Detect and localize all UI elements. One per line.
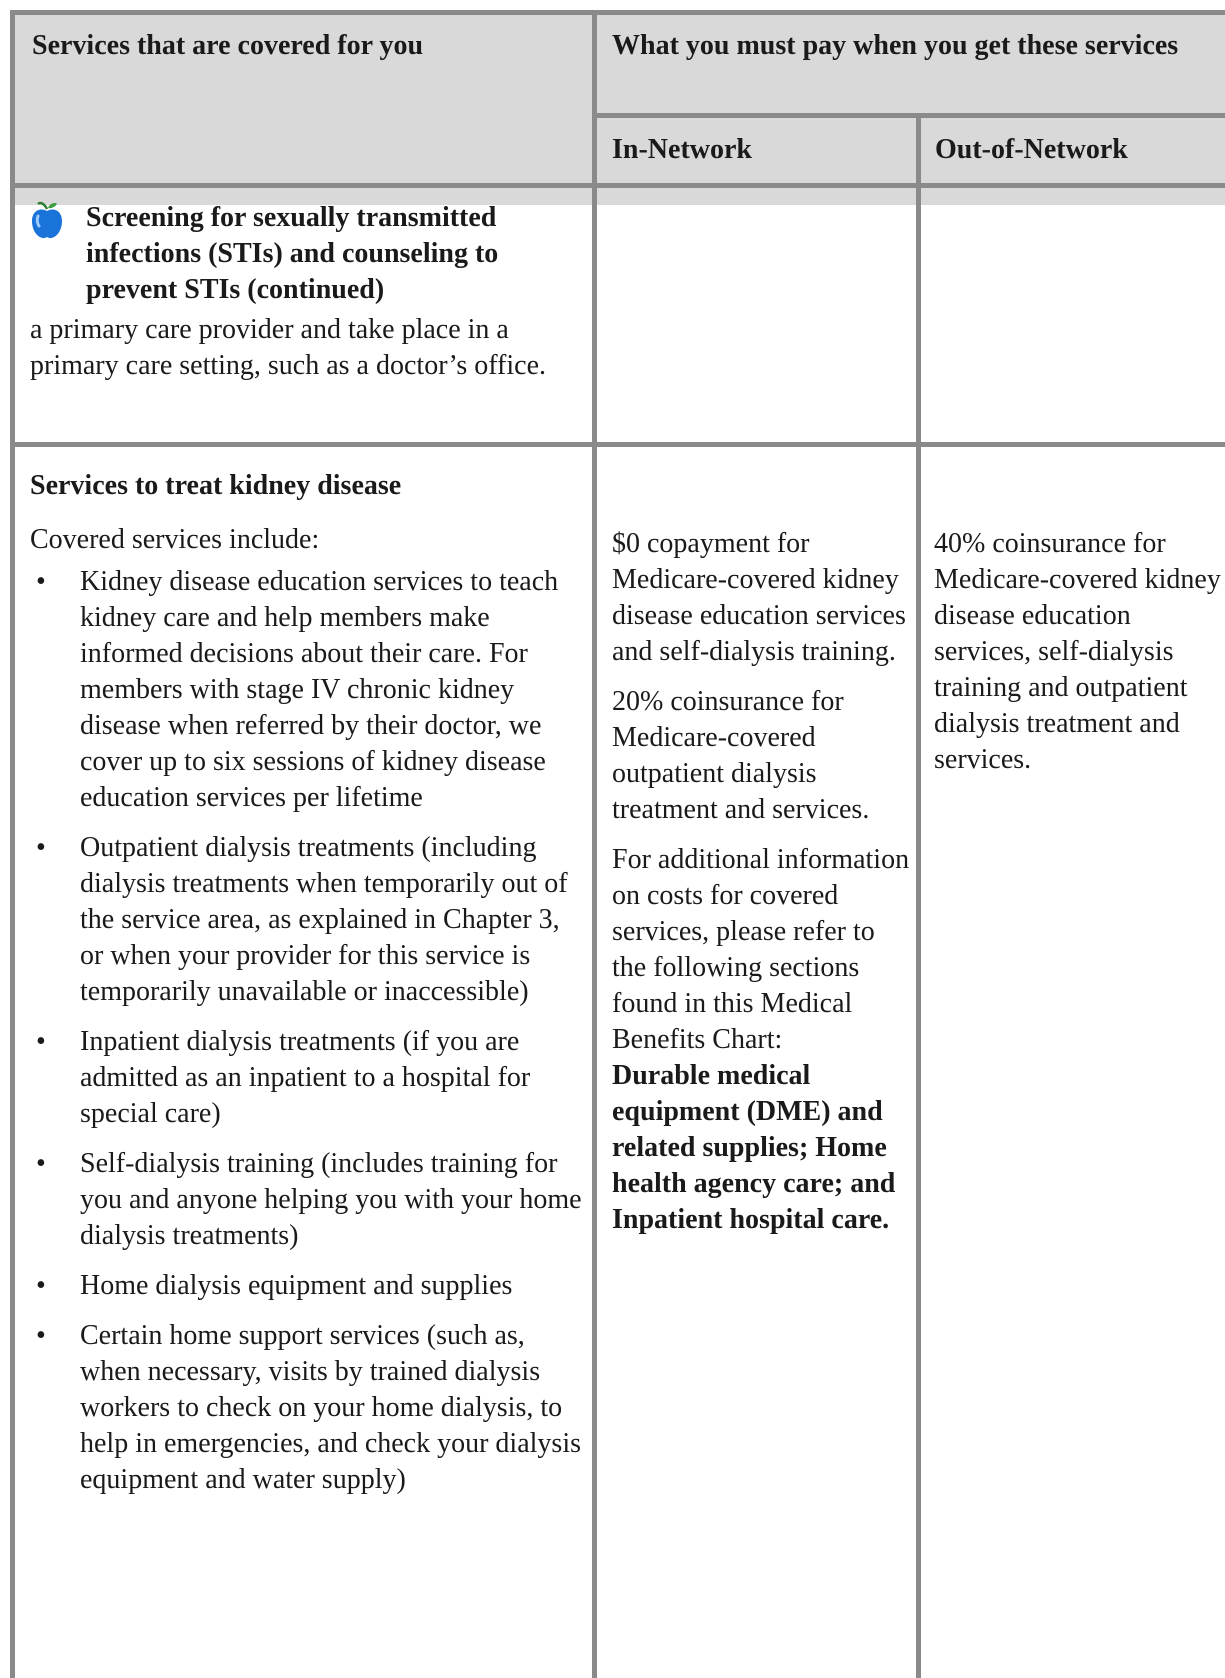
- row-divider: [10, 442, 1225, 447]
- column-divider-2: [916, 113, 921, 1678]
- list-item: • Certain home support services (such as, when necessary, visits by trained dialysis workers to check on your home dialysis, to help in emergencies, and check your dialysis equipment and water supply): [30, 1318, 586, 1498]
- kidney-out-of-network-cell: [934, 526, 1222, 792]
- header-out-of-network: Out-of-Network: [935, 134, 1128, 165]
- list-item: • Outpatient dialysis treatments (including dialysis treatments when temporarily out of the service area, as explained in Chapter 3, or when your provider for this service is temporarily unavailable or inaccessible): [30, 830, 586, 1010]
- list-item: • Self-dialysis training (includes training for you and anyone helping you with your home dialysis treatments): [30, 1146, 586, 1254]
- kidney-in-network-cell: [612, 526, 912, 1252]
- list-item: • Inpatient dialysis treatments (if you are admitted as an inpatient to a hospital for special care): [30, 1024, 586, 1132]
- list-item: • Kidney disease education services to teach kidney care and help members make informed decisions about their care. For members with stage IV chronic kidney disease when referred by their doctor, we cover up to six sessions of kidney disease education services per lifetime: [30, 564, 586, 816]
- header-what-you-must-pay: What you must pay when you get these services: [612, 30, 1179, 61]
- apple-icon: [30, 200, 64, 240]
- table-border-left: [10, 10, 15, 1678]
- header-in-network: In-Network: [612, 134, 752, 165]
- kidney-intro: Covered services include:: [30, 524, 320, 555]
- header-bottom-border: [10, 183, 1225, 188]
- sti-cell: [30, 200, 585, 384]
- kidney-title: Services to treat kidney disease: [30, 470, 402, 501]
- list-item: • Home dialysis equipment and supplies: [30, 1268, 586, 1304]
- in-network-paragraph-3: For additional information on costs for covered services, please refer to the following sections found in this Medical Benefits Chart:: [612, 844, 910, 1055]
- sti-title: Screening for sexually transmitted infections (STIs) and counseling to prevent STIs (continued): [86, 202, 499, 305]
- in-network-paragraph-2: 20% coinsurance for Medicare-covered outpatient dialysis treatment and services.: [612, 686, 870, 825]
- in-network-referenced-sections: Durable medical equipment (DME) and related supplies; Home health agency care; and Inpatient hospital care.: [612, 1060, 896, 1235]
- kidney-services-cell: [30, 468, 586, 1512]
- table-border-top: [10, 10, 1225, 15]
- header-services-covered: Services that are covered for you: [32, 30, 424, 61]
- header-subdivider: [594, 113, 1225, 118]
- in-network-paragraph-1: $0 copayment for Medicare-covered kidney disease education services and self-dialysis training.: [612, 528, 906, 667]
- out-of-network-paragraph: 40% coinsurance for Medicare-covered kidney disease education services, self-dialysis training and outpatient dialysis treatment and services.: [934, 528, 1221, 775]
- column-divider-1: [592, 10, 597, 1678]
- kidney-bullet-list: [30, 564, 586, 1498]
- sti-text: a primary care provider and take place in a primary care setting, such as a doctor’s office.: [30, 314, 547, 381]
